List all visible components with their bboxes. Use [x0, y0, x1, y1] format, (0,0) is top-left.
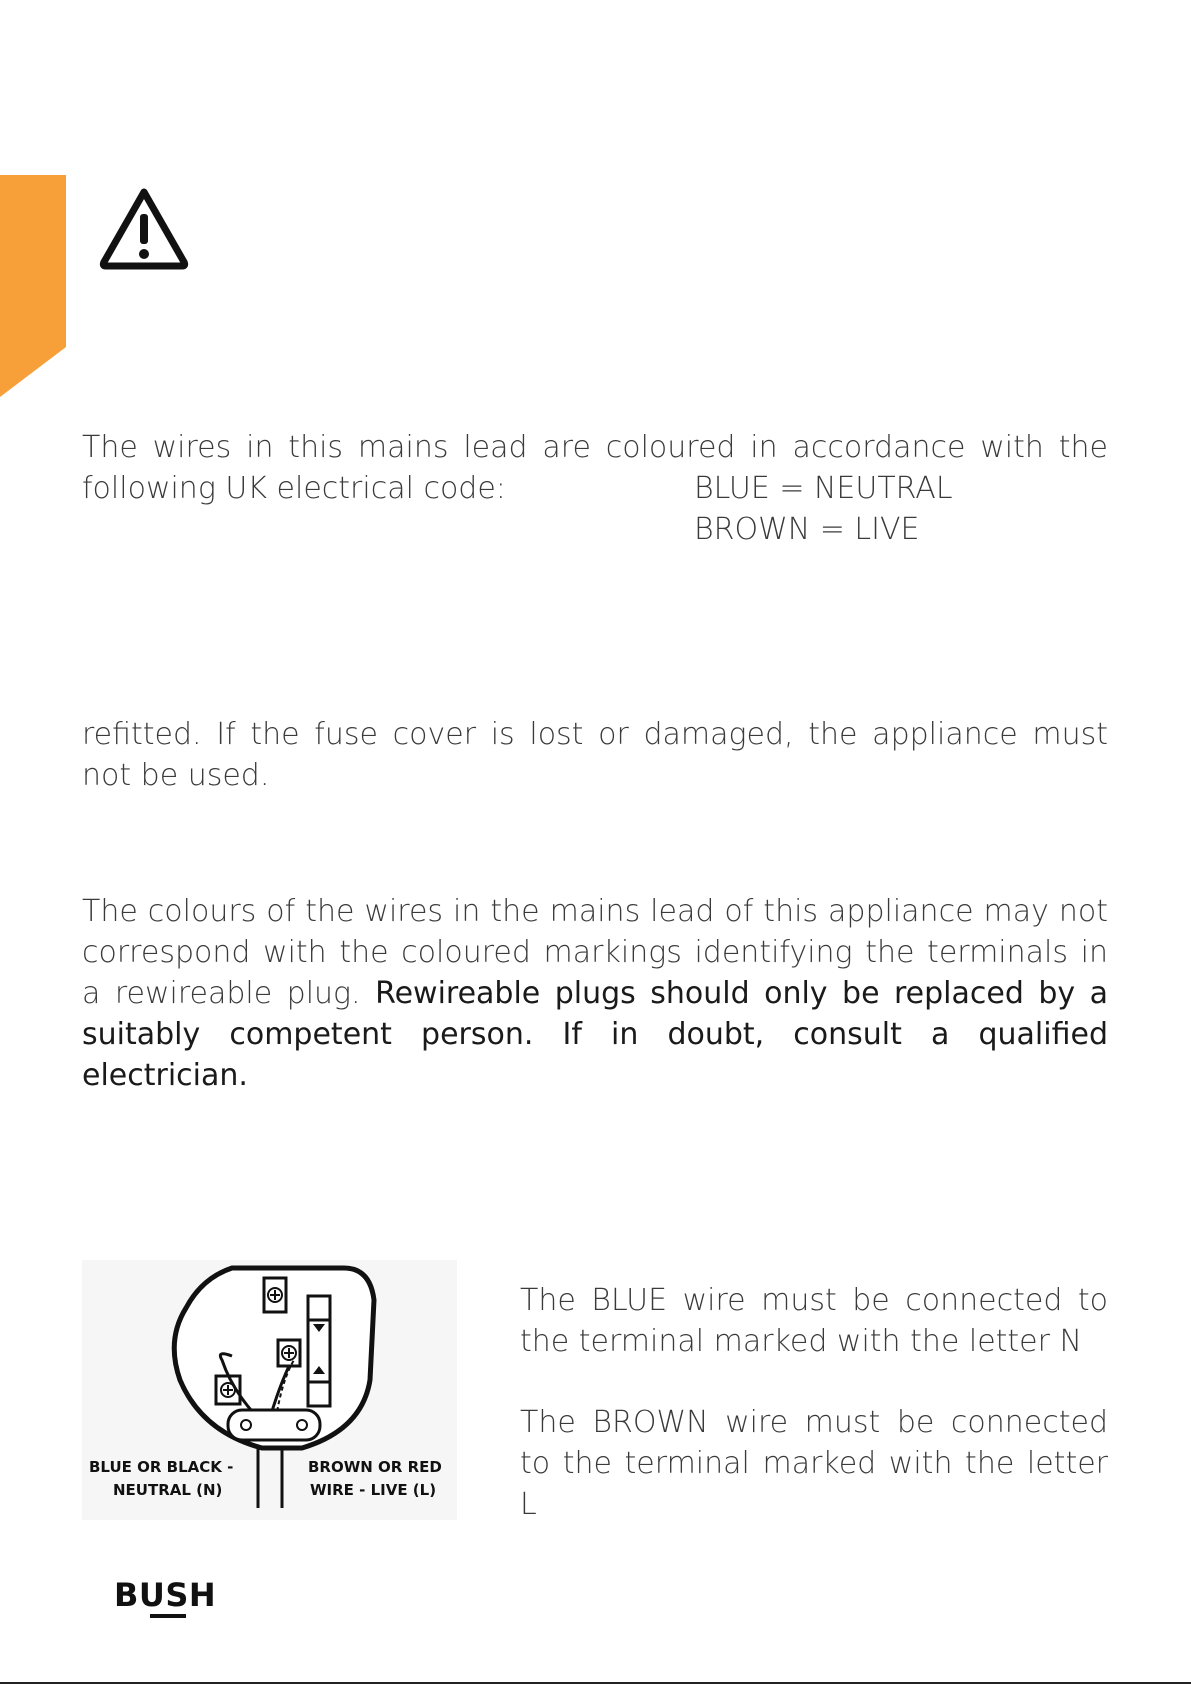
plug-label-neutral-line1: BLUE OR BLACK - [89, 1458, 234, 1476]
wiring-instruction-blue: The BLUE wire must be connected to the terminal marked with the letter N [520, 1283, 1108, 1359]
plug-label-live-line1: BROWN OR RED [308, 1458, 442, 1476]
colours-note-strong: Rewireable plugs should only be replaced by a suitably competent person. If in doubt, consult a qualified electrician. [82, 976, 1108, 1093]
logo-underline [150, 1614, 186, 1618]
intro-text: The wires in this mains lead are coloured in accordance with the following UK electrical code: [82, 430, 1108, 506]
plug-wiring-diagram [82, 1260, 457, 1520]
code-live: BROWN = LIVE [694, 512, 920, 547]
intro-paragraph [82, 427, 1108, 509]
bottom-rule [0, 1682, 1191, 1684]
plug-label-neutral-line2: NEUTRAL (N) [113, 1481, 223, 1499]
plug-label-live-line2: WIRE - LIVE (L) [310, 1481, 437, 1499]
fuse-paragraph: refitted. If the fuse cover is lost or damaged, the appliance must not be used. [82, 717, 1108, 793]
code-neutral: BLUE = NEUTRAL [694, 471, 953, 506]
bush-logo: BUSH [114, 1576, 217, 1614]
wiring-instruction-brown: The BROWN wire must be connected to the terminal marked with the letter L [520, 1405, 1108, 1522]
colours-note-text: The colours of the wires in the mains lead of this appliance may not correspond with the coloured markings identifying the terminals in a rewireable plug. [82, 894, 1108, 1011]
orange-side-tab [0, 175, 66, 397]
warning-triangle-icon [96, 186, 192, 272]
colours-note-paragraph [82, 891, 1108, 1096]
